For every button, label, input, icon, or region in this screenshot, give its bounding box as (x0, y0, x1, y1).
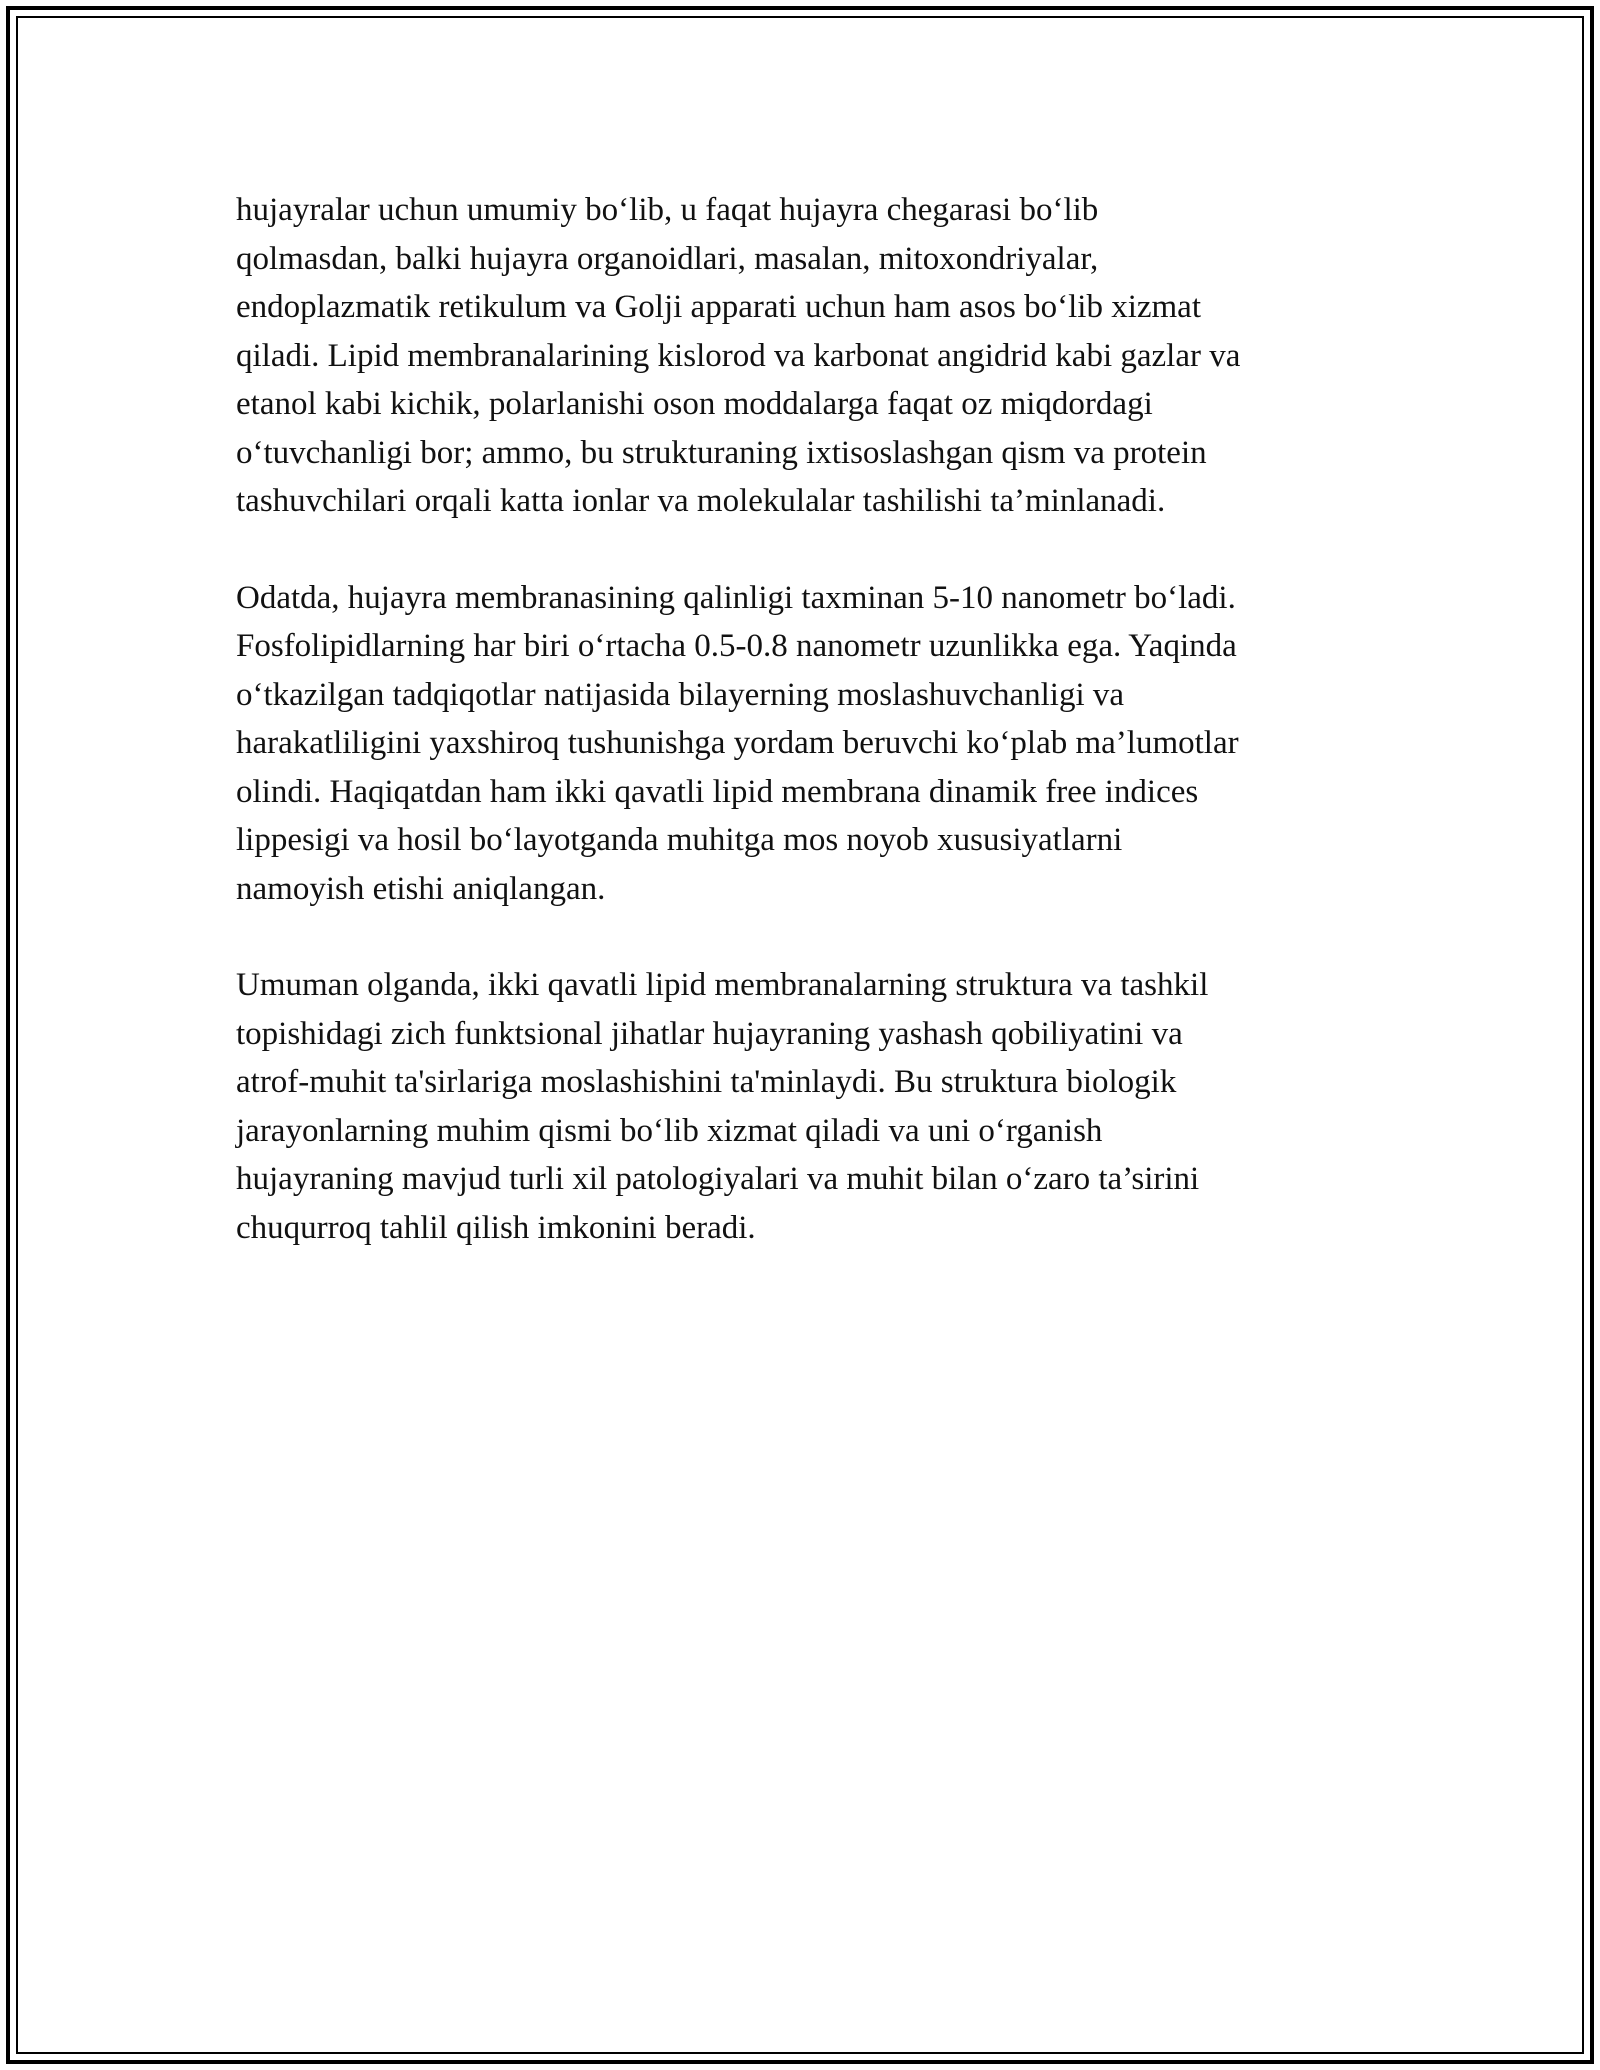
paragraph-3: Umuman olganda, ikki qavatli lipid membranalarning struktura va tashkil topishidagi zich funktsional jihatlar hujayraning yashash qobiliyatini va atrof-muhit ta'sirlariga moslashishini ta'minlaydi. Bu struktura biologik jarayonlarning muhim qismi bo‘lib xizmat qiladi va uni o‘rganish hujayraning mavjud turli xil patologiyalari va muhit bilan o‘zaro ta’sirini chuqurroq tahlil qilish imkonini beradi. (236, 967, 1209, 1246)
paragraph-2: Odatda, hujayra membranasining qalinligi taxminan 5-10 nanometr bo‘ladi. Fosfolipidlarning har biri o‘rtacha 0.5-0.8 nanometr uzunlikka ega. Yaqinda o‘tkazilgan tadqiqotlar natijasida bilayerning moslashuvchanligi va harakatliligini yaxshiroq tushunishga yordam beruvchi ko‘plab ma’lumotlar olindi. Haqiqatdan ham ikki qavatli lipid membrana dinamik free indices lippesigi va hosil bo‘layotganda muhitga mos noyob xususiyatlarni namoyish etishi aniqlangan. (236, 579, 1239, 907)
paragraph-1: hujayralar uchun umumiy bo‘lib, u faqat hujayra chegarasi bo‘lib qolmasdan, balki hujayra organoidlari, masalan, mitoxondriyalar, endoplazmatik retikulum va Golji apparati uchun ham asos bo‘lib xizmat qiladi. Lipid membranalarining kislorod va karbonat angidrid kabi gazlar va etanol kabi kichik, polarlanishi oson moddalarga faqat oz miqdordagi o‘tuvchanligi bor; ammo, bu strukturaning ixtisoslashgan qism va protein tashuvchilari orqali katta ionlar va molekulalar tashilishi ta’minlanadi. (236, 192, 1241, 519)
document-body (236, 186, 1376, 1300)
